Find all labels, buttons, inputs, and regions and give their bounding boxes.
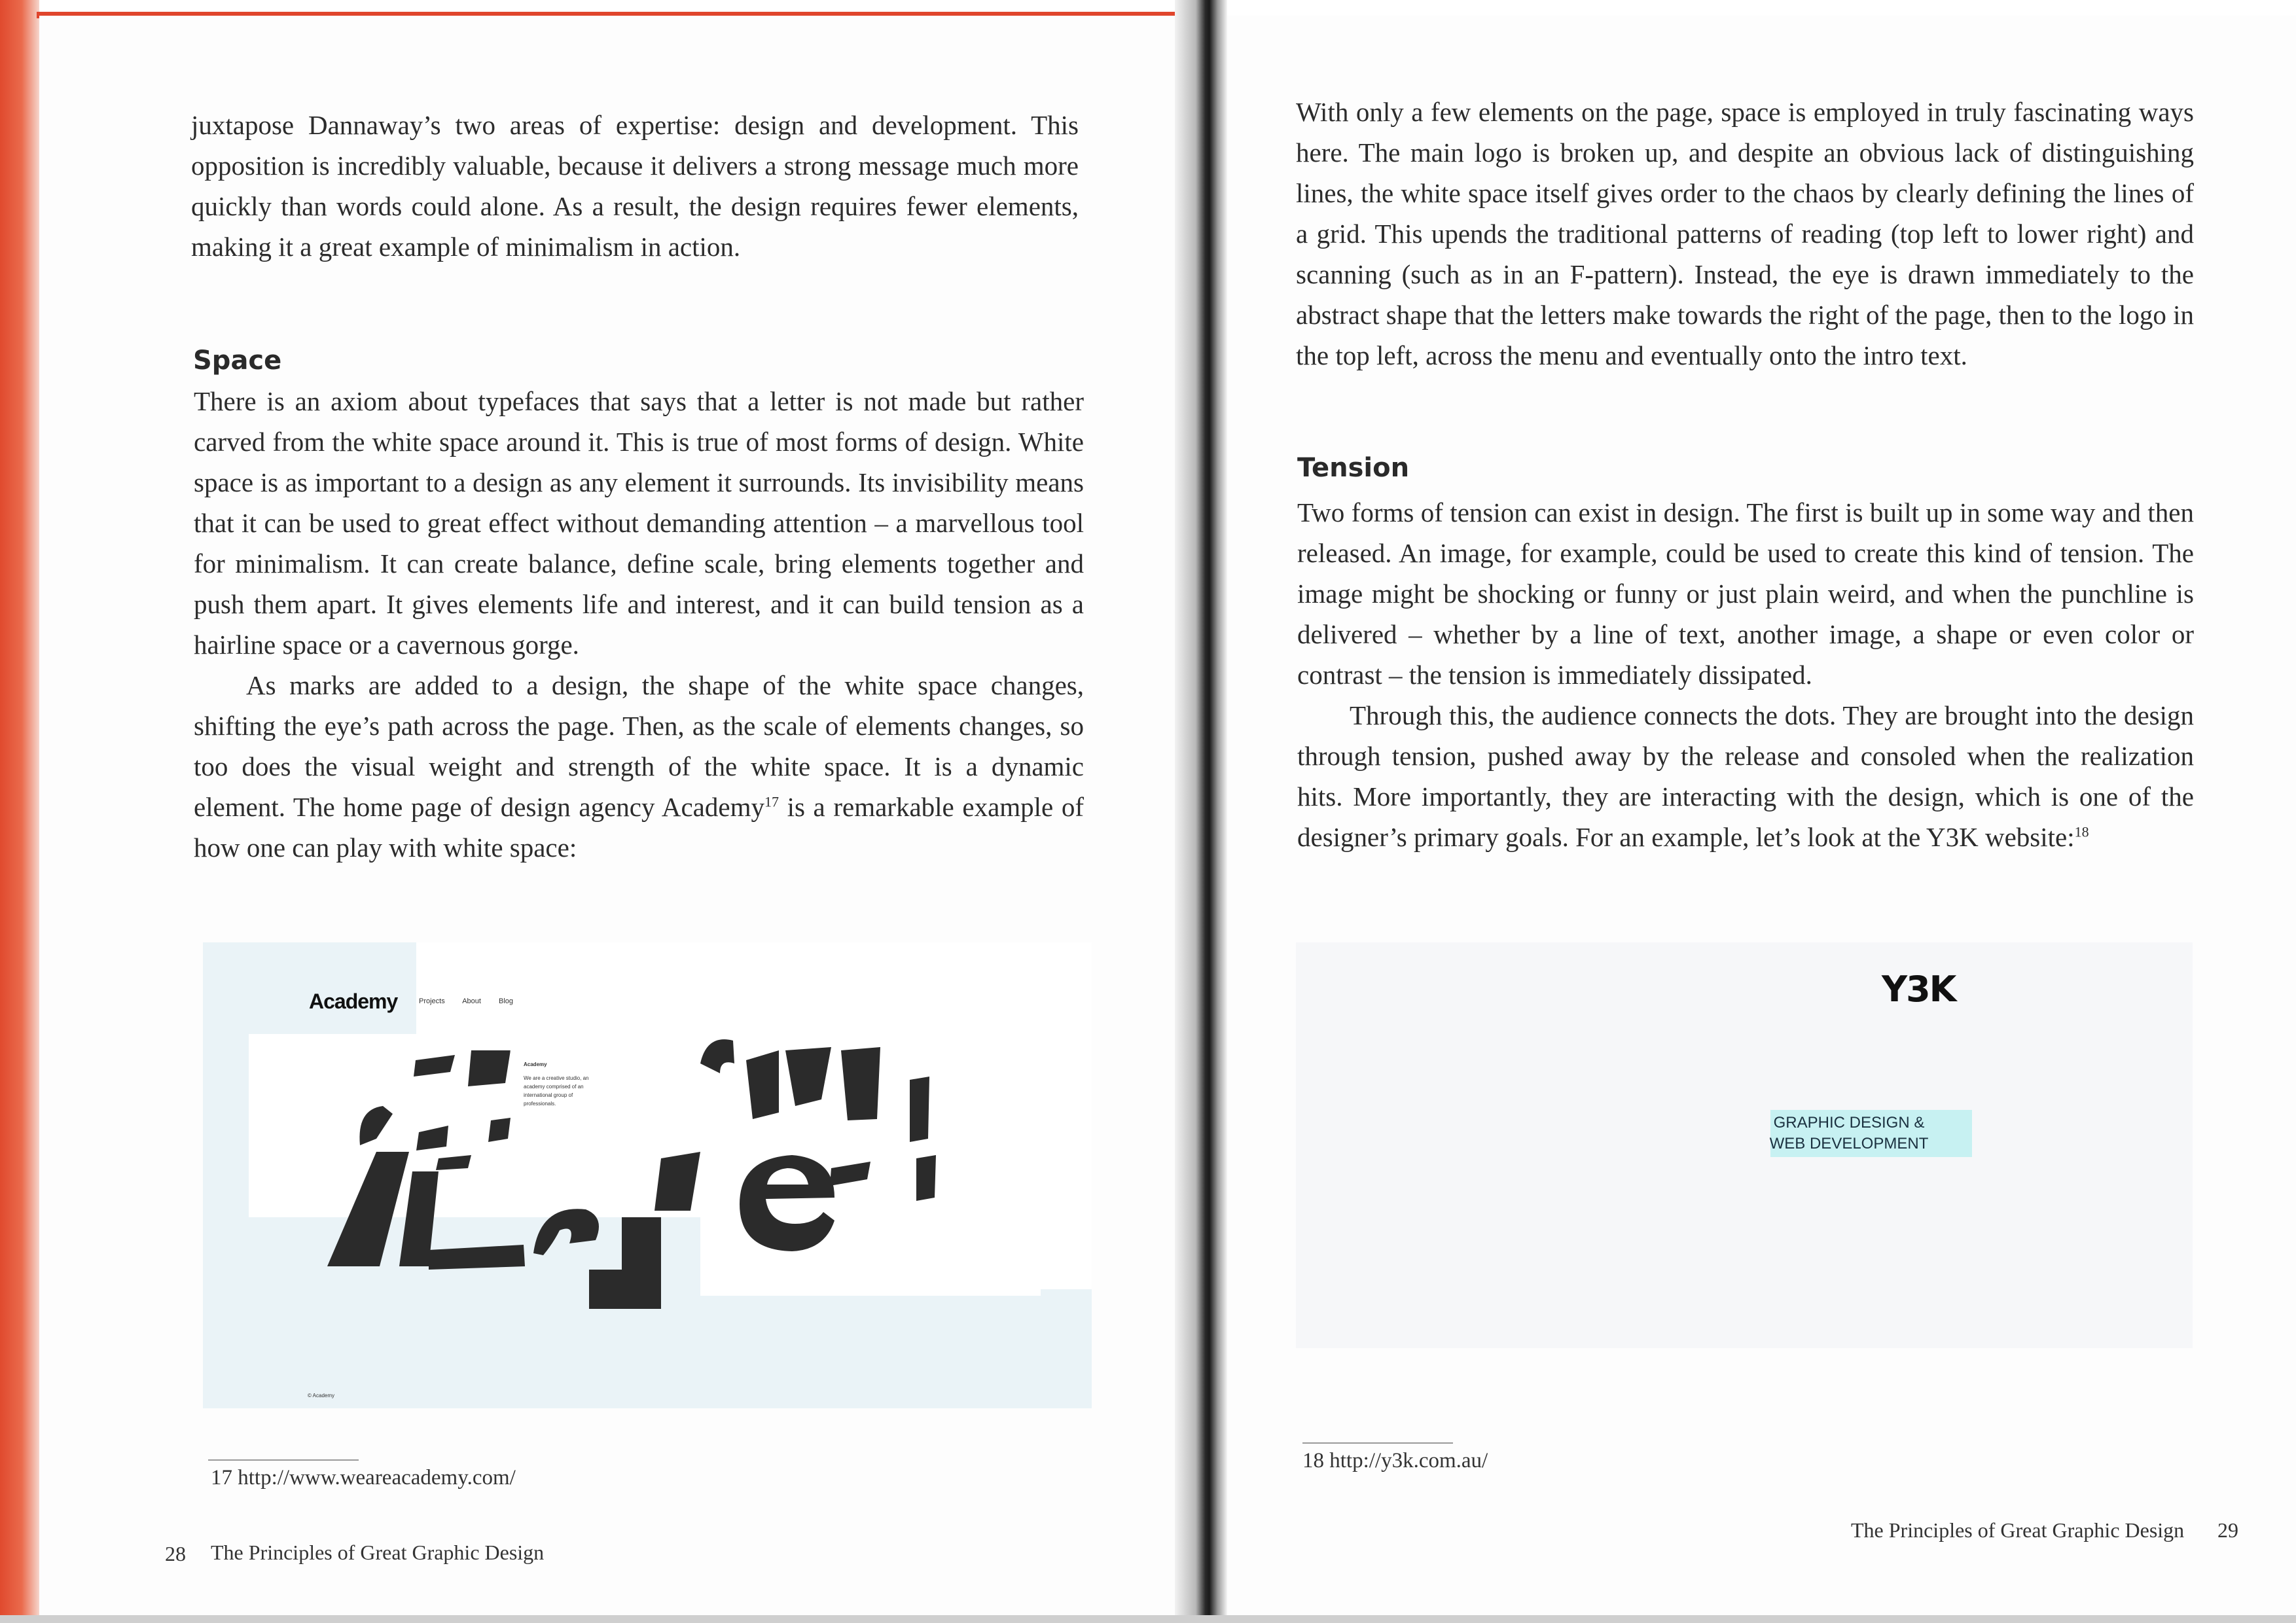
y3k-logo[interactable]: Y3K <box>1882 969 1956 1010</box>
bottom-shadow <box>0 1615 2296 1623</box>
letter-fragment <box>488 1118 511 1142</box>
page-number-left: 28 <box>165 1542 186 1565</box>
running-footer-left: The Principles of Great Graphic Design <box>211 1541 545 1564</box>
right-para-2: Two forms of tension can exist in design. The first is built up in some way and then released. An image, for example, could be used to create this kind of tension. The image might be shocking or funny or just plain weird, and when the punchline is delivered – whether by a line of text, another image, a shape or even color or contrast – the tension is immediately dissipated. <box>1297 497 2194 690</box>
academy-intro <box>524 1060 602 1108</box>
letter-fragment <box>359 1106 393 1145</box>
letter-fragment <box>589 1217 661 1309</box>
letter-fragment <box>841 1047 880 1120</box>
letter-fragment <box>414 1055 455 1077</box>
left-para-1: juxtapose Dannaway’s two areas of expertise: design and development. This opposition is incredibly valuable, because it delivers a strong message much more quickly than words could alone. As a result, the design requires fewer elements, making it a great example of minimalism in action. <box>191 110 1079 262</box>
left-para-3-tail: is a remarkable example of how one can play with white space: <box>194 792 1085 863</box>
letter-fragment <box>655 1152 700 1211</box>
academy-screenshot <box>203 942 1092 1408</box>
footnote-18: 18 http://y3k.com.au/ <box>1302 1449 1488 1472</box>
heading-space: Space <box>193 346 282 376</box>
book-gutter <box>1175 0 1227 1623</box>
y3k-tagline-line-1: GRAPHIC DESIGN & <box>1773 1114 1925 1132</box>
letter-fragment <box>436 1155 471 1170</box>
right-para-3-text: Through this, the audience connects the dots. They are brought into the design through tension, pushed away by the release and consoled when the realization hits. More importantly, they are interacting with the design, which is one of the designer’s primary goals. For an example, let’s look at the Y3K website: <box>1297 700 2194 852</box>
letter-fragment <box>916 1155 936 1201</box>
footnote-17: 17 http://www.weareacademy.com/ <box>211 1466 516 1489</box>
footnote-ref-17[interactable]: 17 <box>764 793 779 810</box>
y3k-tagline <box>1741 1113 1957 1154</box>
right-para-1-block <box>1296 92 2194 376</box>
academy-menu-blog[interactable]: Blog <box>499 997 514 1005</box>
y3k-tagline-line-2: WEB DEVELOPMENT <box>1769 1135 1929 1152</box>
academy-footer: © Academy <box>308 1393 335 1399</box>
letter-fragment <box>785 1047 831 1106</box>
academy-menu-about[interactable]: About <box>462 997 481 1005</box>
right-para-1: With only a few elements on the page, space is employed in truly fascinating ways here. The main logo is broken up, and despite an obvious lack of distinguishing lines, the white space itself gives order to the chaos by clearly defining the lines of a grid. This upends the traditional patterns of reading (top left to lower right) and scanning (such as in an F-pattern). Instead, the eye is drawn immediately to the abstract shape that the letters make towards the right of the page, then to the logo in the top left, across the menu and eventually onto the intro text. <box>1296 97 2194 370</box>
right-body-block <box>1297 492 2194 857</box>
y3k-screenshot <box>1296 942 2193 1348</box>
footnote-ref-18[interactable]: 18 <box>2074 823 2089 840</box>
letter-fragment <box>910 1077 929 1142</box>
letter-fragment <box>429 1245 525 1270</box>
page-number-right: 29 <box>2217 1518 2238 1542</box>
heading-tension: Tension <box>1297 453 1410 483</box>
letter-fragment <box>533 1209 599 1255</box>
running-footer-right: The Principles of Great Graphic Design <box>1851 1518 2185 1542</box>
academy-menu <box>419 997 529 1005</box>
academy-menu-projects[interactable]: Projects <box>419 997 445 1005</box>
academy-logo[interactable]: Academy <box>309 990 398 1013</box>
footnote-rule-right <box>1302 1442 1453 1444</box>
academy-intro-text: We are a creative studio, an academy comprised of an international group of professionals. <box>524 1075 589 1107</box>
academy-intro-title: Academy <box>524 1061 547 1067</box>
letter-fragment <box>740 1155 834 1251</box>
left-para-3-text: As marks are added to a design, the shape of the white space changes, shifting the eye’s path across the page. Then, as the scale of elements changes, so too does the visual weight and strength of the white space. It is a dynamic element. The home page of design agency Academy <box>194 670 1084 822</box>
letter-fragment <box>327 1152 409 1266</box>
left-body-block <box>194 381 1084 868</box>
letter-fragment <box>700 1039 734 1073</box>
left-para-1-block <box>191 105 1079 267</box>
letter-fragment <box>416 1126 448 1150</box>
letter-fragment <box>468 1050 511 1086</box>
letter-fragment <box>830 1162 870 1186</box>
left-para-3 <box>194 665 1084 868</box>
right-para-3 <box>1297 695 2194 857</box>
letter-fragment <box>746 1050 779 1119</box>
left-para-2: There is an axiom about typefaces that says that a letter is not made but rather carved from the white space around it. This is true of most forms of design. White space is as important to a design as any element it surrounds. Its invisibility means that it can be used to great effect without demanding attention – a marvellous tool for minimalism. It can create balance, define scale, bring elements together and push them apart. It gives elements life and interest, and it can build tension as a hairline space or a cavernous gorge. <box>194 386 1084 660</box>
footnote-rule-left <box>208 1459 359 1461</box>
book-edge-red <box>0 0 39 1623</box>
